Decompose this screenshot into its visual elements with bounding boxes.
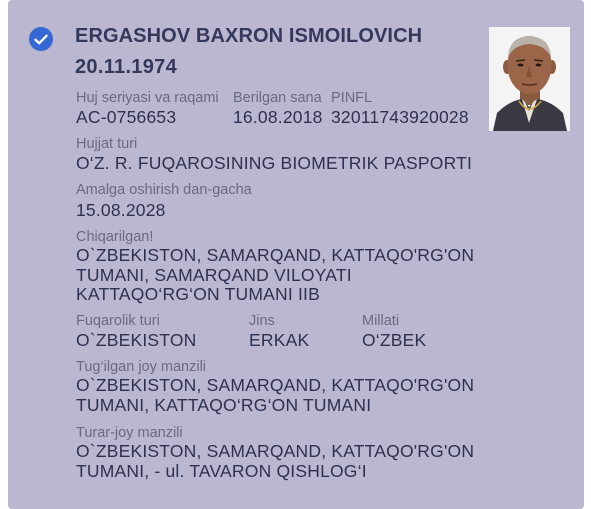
citizenship-value: O`ZBEKISTON bbox=[76, 330, 197, 350]
check-circle-icon bbox=[29, 27, 53, 51]
doc-series-value: AC-0756653 bbox=[76, 107, 177, 127]
doc-type-label: Hujjat turi bbox=[76, 136, 138, 152]
birthplace-line: O`ZBEKISTON, SAMARQAND, KATTAQO'RG'ON bbox=[76, 375, 475, 395]
residence-label: Turar-joy manzili bbox=[76, 425, 183, 441]
issued-date-value: 16.08.2018 bbox=[233, 107, 323, 127]
residence-value bbox=[76, 442, 474, 481]
pinfl-value: 32011743920028 bbox=[331, 107, 469, 127]
birth-date: 20.11.1974 bbox=[75, 56, 177, 78]
citizenship-label: Fuqarolik turi bbox=[76, 313, 160, 329]
residence-line: O`ZBEKISTON, SAMARQAND, KATTAQO'RG'ON bbox=[76, 441, 475, 461]
pinfl-label: PINFL bbox=[331, 90, 373, 106]
birthplace-value bbox=[76, 376, 474, 415]
issued-by-value bbox=[76, 246, 474, 305]
person-photo bbox=[489, 27, 570, 131]
nationality-value: O‘ZBEK bbox=[362, 330, 427, 350]
nationality-label: Millati bbox=[362, 313, 400, 329]
doc-type-value: O‘Z. R. FUQAROSINING BIOMETRIK PASPORTI bbox=[76, 153, 473, 173]
issued-date-label: Berilgan sana bbox=[233, 90, 322, 106]
issued-by-line: O`ZBEKISTON, SAMARQAND, KATTAQO'RG'ON bbox=[76, 245, 475, 265]
gender-value: ERKAK bbox=[249, 330, 310, 350]
validity-value: 15.08.2028 bbox=[76, 200, 166, 220]
issued-by-line: TUMANI, SAMARQAND VILOYATI bbox=[76, 264, 352, 285]
residence-line: TUMANI, - ul. TAVARON QISHLOG‘I bbox=[76, 460, 367, 481]
birthplace-label: Tug‘ilgan joy manzili bbox=[76, 359, 207, 375]
issued-by-line: KATTAQO‘RG‘ON TUMANI IIB bbox=[76, 284, 320, 304]
doc-series-label: Huj seriyasi va raqami bbox=[76, 90, 219, 106]
full-name: ERGASHOV BAXRON ISMOILOVICH bbox=[75, 25, 423, 47]
issued-by-label: Chiqarilgan! bbox=[76, 229, 154, 245]
birthplace-line: TUMANI, KATTAQO‘RG‘ON TUMANI bbox=[76, 394, 372, 415]
gender-label: Jins bbox=[249, 313, 275, 329]
validity-label: Amalga oshirish dan-gacha bbox=[76, 182, 252, 198]
